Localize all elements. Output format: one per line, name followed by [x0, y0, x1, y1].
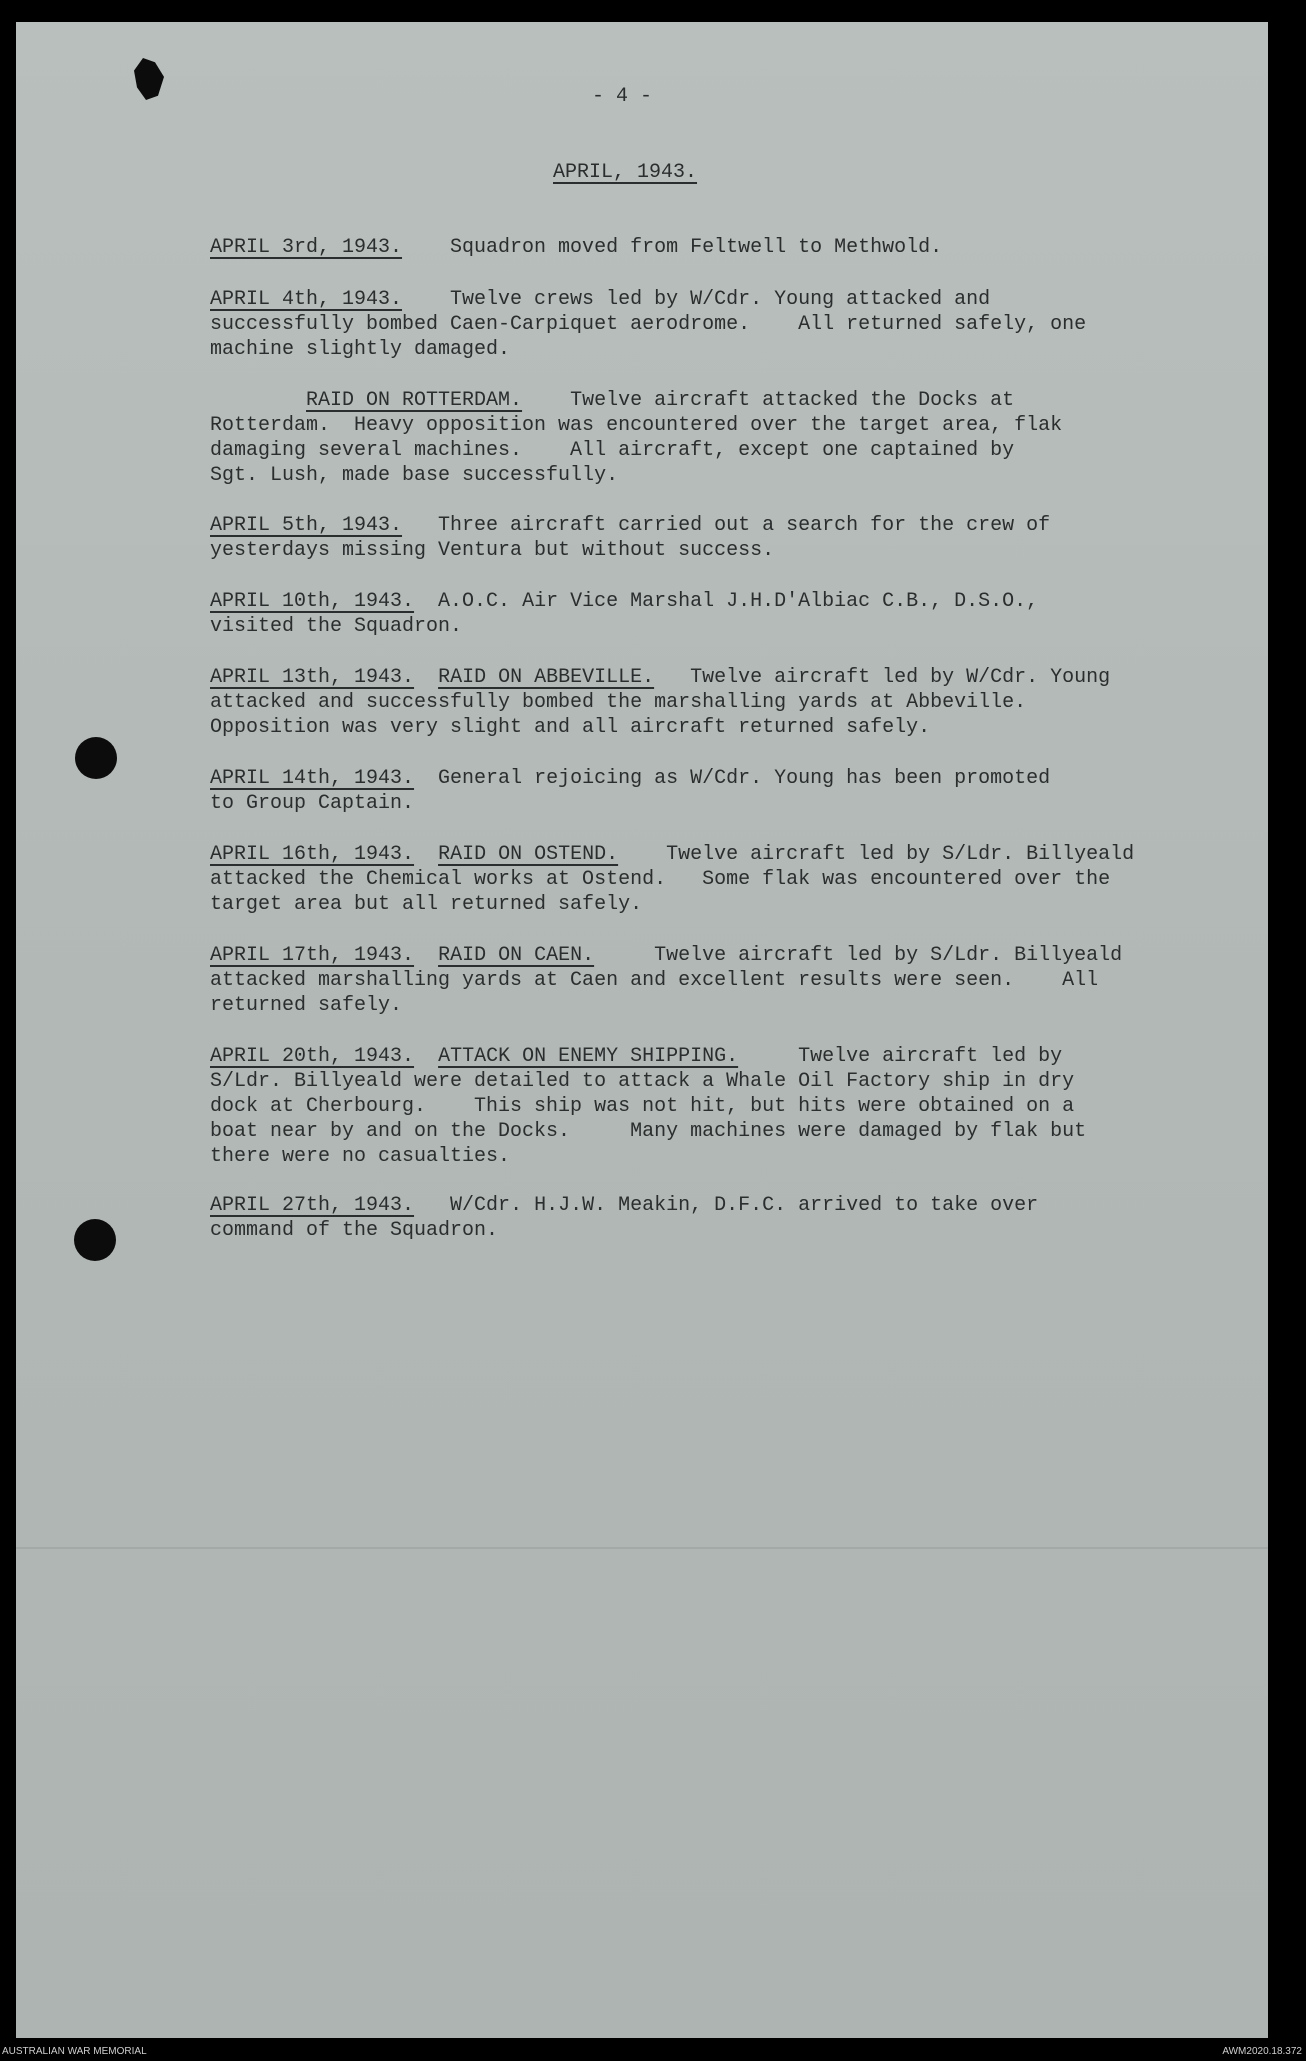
diary-entry [210, 943, 1220, 1018]
entry-text: Twelve crews led by W/Cdr. Young attacked and [402, 288, 991, 311]
entry-text: dock at Cherbourg. This ship was not hit, but hits were obtained on a [210, 1095, 1075, 1118]
punch-hole-top [75, 737, 117, 779]
entry-text: successfully bombed Caen-Carpiquet aerodrome. All returned safely, one [210, 313, 1087, 336]
diary-entry [210, 1193, 1220, 1243]
entry-text: Rotterdam. Heavy opposition was encountered over the target area, flak [210, 414, 1063, 437]
entry-date: APRIL 10th, 1943. [210, 590, 415, 613]
diary-entry [210, 1044, 1220, 1169]
entry-date: APRIL 3rd, 1943. [210, 236, 403, 259]
footer-source: AUSTRALIAN WAR MEMORIAL [2, 2046, 147, 2057]
entry-title: RAID ON CAEN. [438, 944, 595, 967]
diary-entry [210, 388, 1220, 488]
entry-title: RAID ON ROTTERDAM. [306, 389, 523, 412]
entry-text: machine slightly damaged. [210, 338, 511, 361]
entry-text: there were no casualties. [210, 1145, 511, 1168]
page-heading: APRIL, 1943. [553, 161, 698, 184]
entry-text: Squadron moved from Feltwell to Methwold. [402, 236, 943, 259]
entry-text: Opposition was very slight and all aircraft returned safely. [210, 716, 931, 739]
entry-text: A.O.C. Air Vice Marshal J.H.D'Albiac C.B., D.S.O., [414, 590, 1039, 613]
entry-text: attacked marshalling yards at Caen and excellent results were seen. All [210, 969, 1099, 992]
diary-entry [210, 589, 1220, 639]
entry-date: APRIL 20th, 1943. [210, 1045, 415, 1068]
entry-text: yesterdays missing Ventura but without success. [210, 539, 775, 562]
entry-text: attacked the Chemical works at Ostend. Some flak was encountered over the [210, 868, 1111, 891]
entry-title: RAID ON ABBEVILLE. [438, 666, 655, 689]
entry-text: W/Cdr. H.J.W. Meakin, D.F.C. arrived to take over [414, 1194, 1039, 1217]
entry-date: APRIL 17th, 1943. [210, 944, 415, 967]
diary-entry [210, 287, 1220, 362]
entry-text: Twelve aircraft led by [738, 1045, 1063, 1068]
entry-text: Twelve aircraft led by S/Ldr. Billyeald [618, 843, 1135, 866]
entry-text: Twelve aircraft led by S/Ldr. Billyeald [594, 944, 1123, 967]
diary-entry [210, 766, 1220, 816]
punch-hole-bottom [74, 1219, 116, 1261]
diary-entry [210, 842, 1220, 917]
page-number: - 4 - [592, 85, 653, 108]
entry-text: Twelve aircraft attacked the Docks at [522, 389, 1015, 412]
diary-entry [210, 513, 1220, 563]
entry-date: APRIL 5th, 1943. [210, 514, 403, 537]
entry-text: to Group Captain. [210, 792, 415, 815]
entry-date: APRIL 13th, 1943. [210, 666, 415, 689]
entry-text: damaging several machines. All aircraft, except one captained by [210, 439, 1015, 462]
entry-date: APRIL 14th, 1943. [210, 767, 415, 790]
entry-date: APRIL 4th, 1943. [210, 288, 403, 311]
entry-date: APRIL 27th, 1943. [210, 1194, 415, 1217]
entry-title: RAID ON OSTEND. [438, 843, 619, 866]
entry-text: Sgt. Lush, made base successfully. [210, 464, 619, 487]
entry-text: Three aircraft carried out a search for the crew of [402, 514, 1051, 537]
entry-text: Twelve aircraft led by W/Cdr. Young [654, 666, 1111, 689]
paper-fold [16, 1547, 1268, 1549]
entry-text: command of the Squadron. [210, 1219, 499, 1242]
entry-title: ATTACK ON ENEMY SHIPPING. [438, 1045, 739, 1068]
entry-text: visited the Squadron. [210, 615, 463, 638]
entry-text: returned safely. [210, 994, 403, 1017]
entry-date: APRIL 16th, 1943. [210, 843, 415, 866]
entry-text: S/Ldr. Billyeald were detailed to attack a Whale Oil Factory ship in dry [210, 1070, 1075, 1093]
diary-entry [210, 665, 1220, 740]
entry-text: attacked and successfully bombed the marshalling yards at Abbeville. [210, 691, 1027, 714]
footer-accession-number: AWM2020.18.372 [1222, 2046, 1302, 2057]
entry-text: General rejoicing as W/Cdr. Young has been promoted [414, 767, 1051, 790]
diary-entry [210, 235, 1220, 260]
entry-text: boat near by and on the Docks. Many machines were damaged by flak but [210, 1120, 1087, 1143]
entry-text: target area but all returned safely. [210, 893, 643, 916]
